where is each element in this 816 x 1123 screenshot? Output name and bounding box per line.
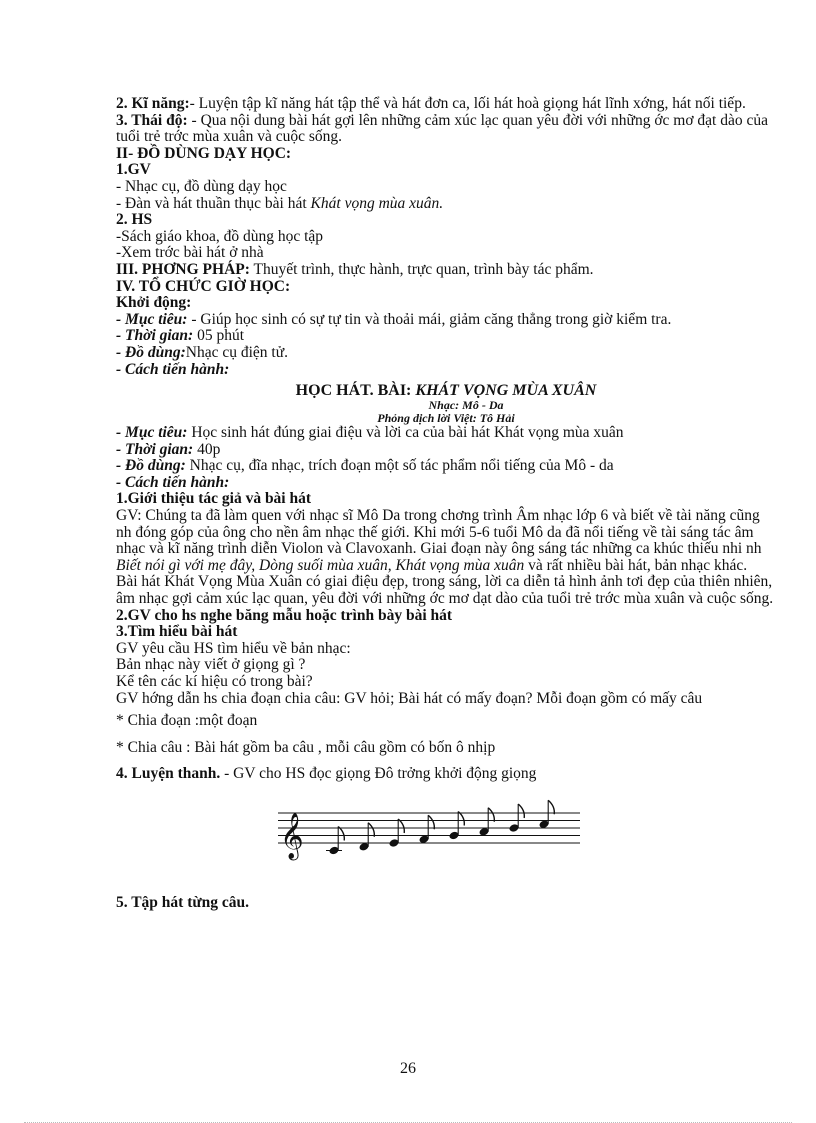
note-flag	[548, 800, 554, 814]
warmup-tools	[116, 345, 776, 362]
song-lyrics-credit: Phỏng dịch lời Việt: Tô Hải	[377, 411, 515, 426]
analyze-line-1: GV yêu cầu HS tìm hiểu về bản nhạc:	[116, 639, 351, 657]
hs-item-1: -Sách giáo khoa, đồ dùng học tập	[116, 227, 324, 245]
note-flag	[428, 815, 434, 829]
song-goal-label: - Mục tiêu:	[116, 424, 188, 442]
song-goal-text: Học sinh hát đúng giai điệu và lời ca của bài hát Khát vọng mùa xuân	[187, 424, 624, 442]
song-title-prefix: HỌC HÁT. BÀI:	[295, 382, 416, 400]
skills-text: - Luyện tập kĩ năng hát tập thể và hát đơn ca, lối hát hoà giọng hát lĩnh xớng, hát nối tiếp.	[189, 95, 746, 112]
sentence-bullet: * Chia câu : Bài hát gồm ba câu , mỗi câu gồm có bốn ô nhịp	[116, 738, 496, 756]
warmup-heading: Khởi động:	[116, 294, 192, 312]
page-number: 26	[400, 1060, 416, 1077]
song-method-label: - Cách tiến hành:	[116, 473, 230, 491]
analyze-line-3: Kể tên các kí hiệu có trong bài?	[116, 673, 313, 690]
intro-para1-songs: Biết nói gì với mẹ đây, Dòng suối mùa xuân, Khát vọng mùa xuân	[116, 556, 525, 574]
warmup-time-label: - Thời gian:	[116, 327, 194, 345]
song-tools-label: - Đồ dùng:	[116, 457, 186, 475]
gv-song-name: Khát vọng mùa xuân.	[310, 194, 444, 212]
vocal-paragraph	[116, 766, 776, 783]
practice-heading: 5. Tập hát từng câu.	[116, 893, 250, 911]
music-staff-svg	[274, 799, 584, 869]
method-label: III. PHƠNG PHÁP:	[116, 260, 250, 278]
note-flag	[488, 808, 494, 822]
gv-label: 1.GV	[116, 161, 151, 179]
attitude-text: - Qua nội dung bài hát gợi lên những cảm xúc lạc quan yêu đời với những ớc mơ đạt dào của tuổi trẻ trớc mùa xuân và cuộc sống.	[116, 111, 768, 146]
attitude-label: 3. Thái độ:	[116, 111, 188, 129]
gv-item-2	[116, 196, 776, 213]
method-paragraph	[116, 262, 776, 279]
section4-title: IV. TỔ CHỨC GIỜ HỌC:	[116, 277, 291, 295]
song-title-name: KHÁT VỌNG MÙA XUÂN	[415, 382, 597, 400]
analyze-heading: 3.Tìm hiểu bài hát	[116, 623, 238, 641]
note-flag	[398, 819, 404, 833]
division-bullet: * Chia đoạn :một đoạn	[116, 712, 258, 730]
warmup-goal-text: - Giúp học sinh có sự tự tin và thoải mái, giảm căng thẳng trong giờ kiểm tra.	[187, 310, 672, 328]
note-flag	[518, 804, 524, 818]
song-time	[116, 442, 776, 459]
warmup-tools-text: Nhạc cụ điện tử.	[185, 343, 288, 361]
note-flag	[458, 811, 464, 825]
warmup-method-label: - Cách tiến hành:	[116, 360, 230, 378]
section2-title: II- ĐỒ DÙNG DẠY HỌC:	[116, 144, 292, 162]
gv-item-2-text: - Đàn và hát thuần thục bài hát	[116, 194, 311, 212]
skills-label: 2. Kĩ năng:	[116, 95, 190, 112]
warmup-time-text: 05 phút	[193, 327, 245, 345]
song-goal	[116, 425, 776, 442]
gv-item-1: - Nhạc cụ, đồ dùng dạy học	[116, 177, 287, 195]
vocal-text: - GV cho HS đọc giọng Đô trởng khởi động giọng	[220, 765, 537, 783]
vocal-label: 4. Luyện thanh.	[116, 765, 221, 783]
warmup-goal-label: - Mục tiêu:	[116, 310, 188, 328]
method-text: Thuyết trình, thực hành, trực quan, trình bày tác phẩm.	[249, 260, 594, 278]
warmup-goal	[116, 312, 776, 329]
intro-paragraph-2: Bài hát Khát Vọng Mùa Xuân có giai điệu đẹp, trong sáng, lời ca diễn tả hình ảnh tơi đẹp của thiên nhiên, âm nhạc gợi cảm xúc lạc quan, yêu đời với những ớc mơ dạt dào của tuổi trẻ trớc mùa xuân và cuộc sống.	[116, 573, 774, 608]
note-flag	[368, 823, 374, 837]
hs-label: 2. HS	[116, 211, 153, 229]
intro-paragraph-1	[116, 508, 776, 574]
song-time-text: 40p	[193, 440, 221, 458]
hs-item-2: -Xem trớc bài hát ở nhà	[116, 244, 264, 262]
song-tools	[116, 458, 776, 475]
intro-para1-end: và rất nhiều bài hát, bản nhạc khác.	[524, 556, 748, 574]
song-title	[116, 382, 776, 399]
treble-clef-icon: 𝄞	[280, 812, 304, 859]
warmup-time	[116, 328, 776, 345]
page-content	[116, 96, 776, 912]
skills-paragraph	[116, 96, 776, 113]
scale-staff	[274, 799, 584, 869]
song-tools-text: Nhạc cụ, đĩa nhạc, trích đoạn một số tác phẩm nổi tiếng của Mô - da	[185, 457, 614, 475]
analyze-line-4: GV hớng dẫn hs chia đoạn chia câu: GV hỏi; Bài hát có mấy đoạn? Mỗi đoạn gồm có mấy câu	[116, 689, 703, 707]
intro-para1-text: GV: Chúng ta đã làm quen với nhạc sĩ Mô Da trong chơng trình Âm nhạc lớp 6 và biết về tài năng cũng nh đóng góp của ông cho nền âm nhạc thế giới. Khi mới 5-6 tuổi Mô da đã nổi tiếng về tài sáng tác âm nhạc và kĩ năng trình diễn Violon và Clavoxanh. Giai đoạn này ông sáng tác những ca khúc thiếu nhi nh	[116, 507, 762, 558]
warmup-tools-label: - Đồ dùng:	[116, 343, 186, 361]
listen-heading: 2.GV cho hs nghe băng mẫu hoặc trình bày bài hát	[116, 606, 453, 624]
song-music-credit: Nhạc: Mô - Da	[428, 398, 504, 413]
analyze-line-2: Bản nhạc này viết ở giọng gì ?	[116, 656, 306, 674]
intro-heading: 1.Giới thiệu tác giả và bài hát	[116, 490, 312, 508]
note-flag	[338, 826, 344, 840]
song-time-label: - Thời gian:	[116, 440, 194, 458]
attitude-paragraph	[116, 113, 776, 146]
